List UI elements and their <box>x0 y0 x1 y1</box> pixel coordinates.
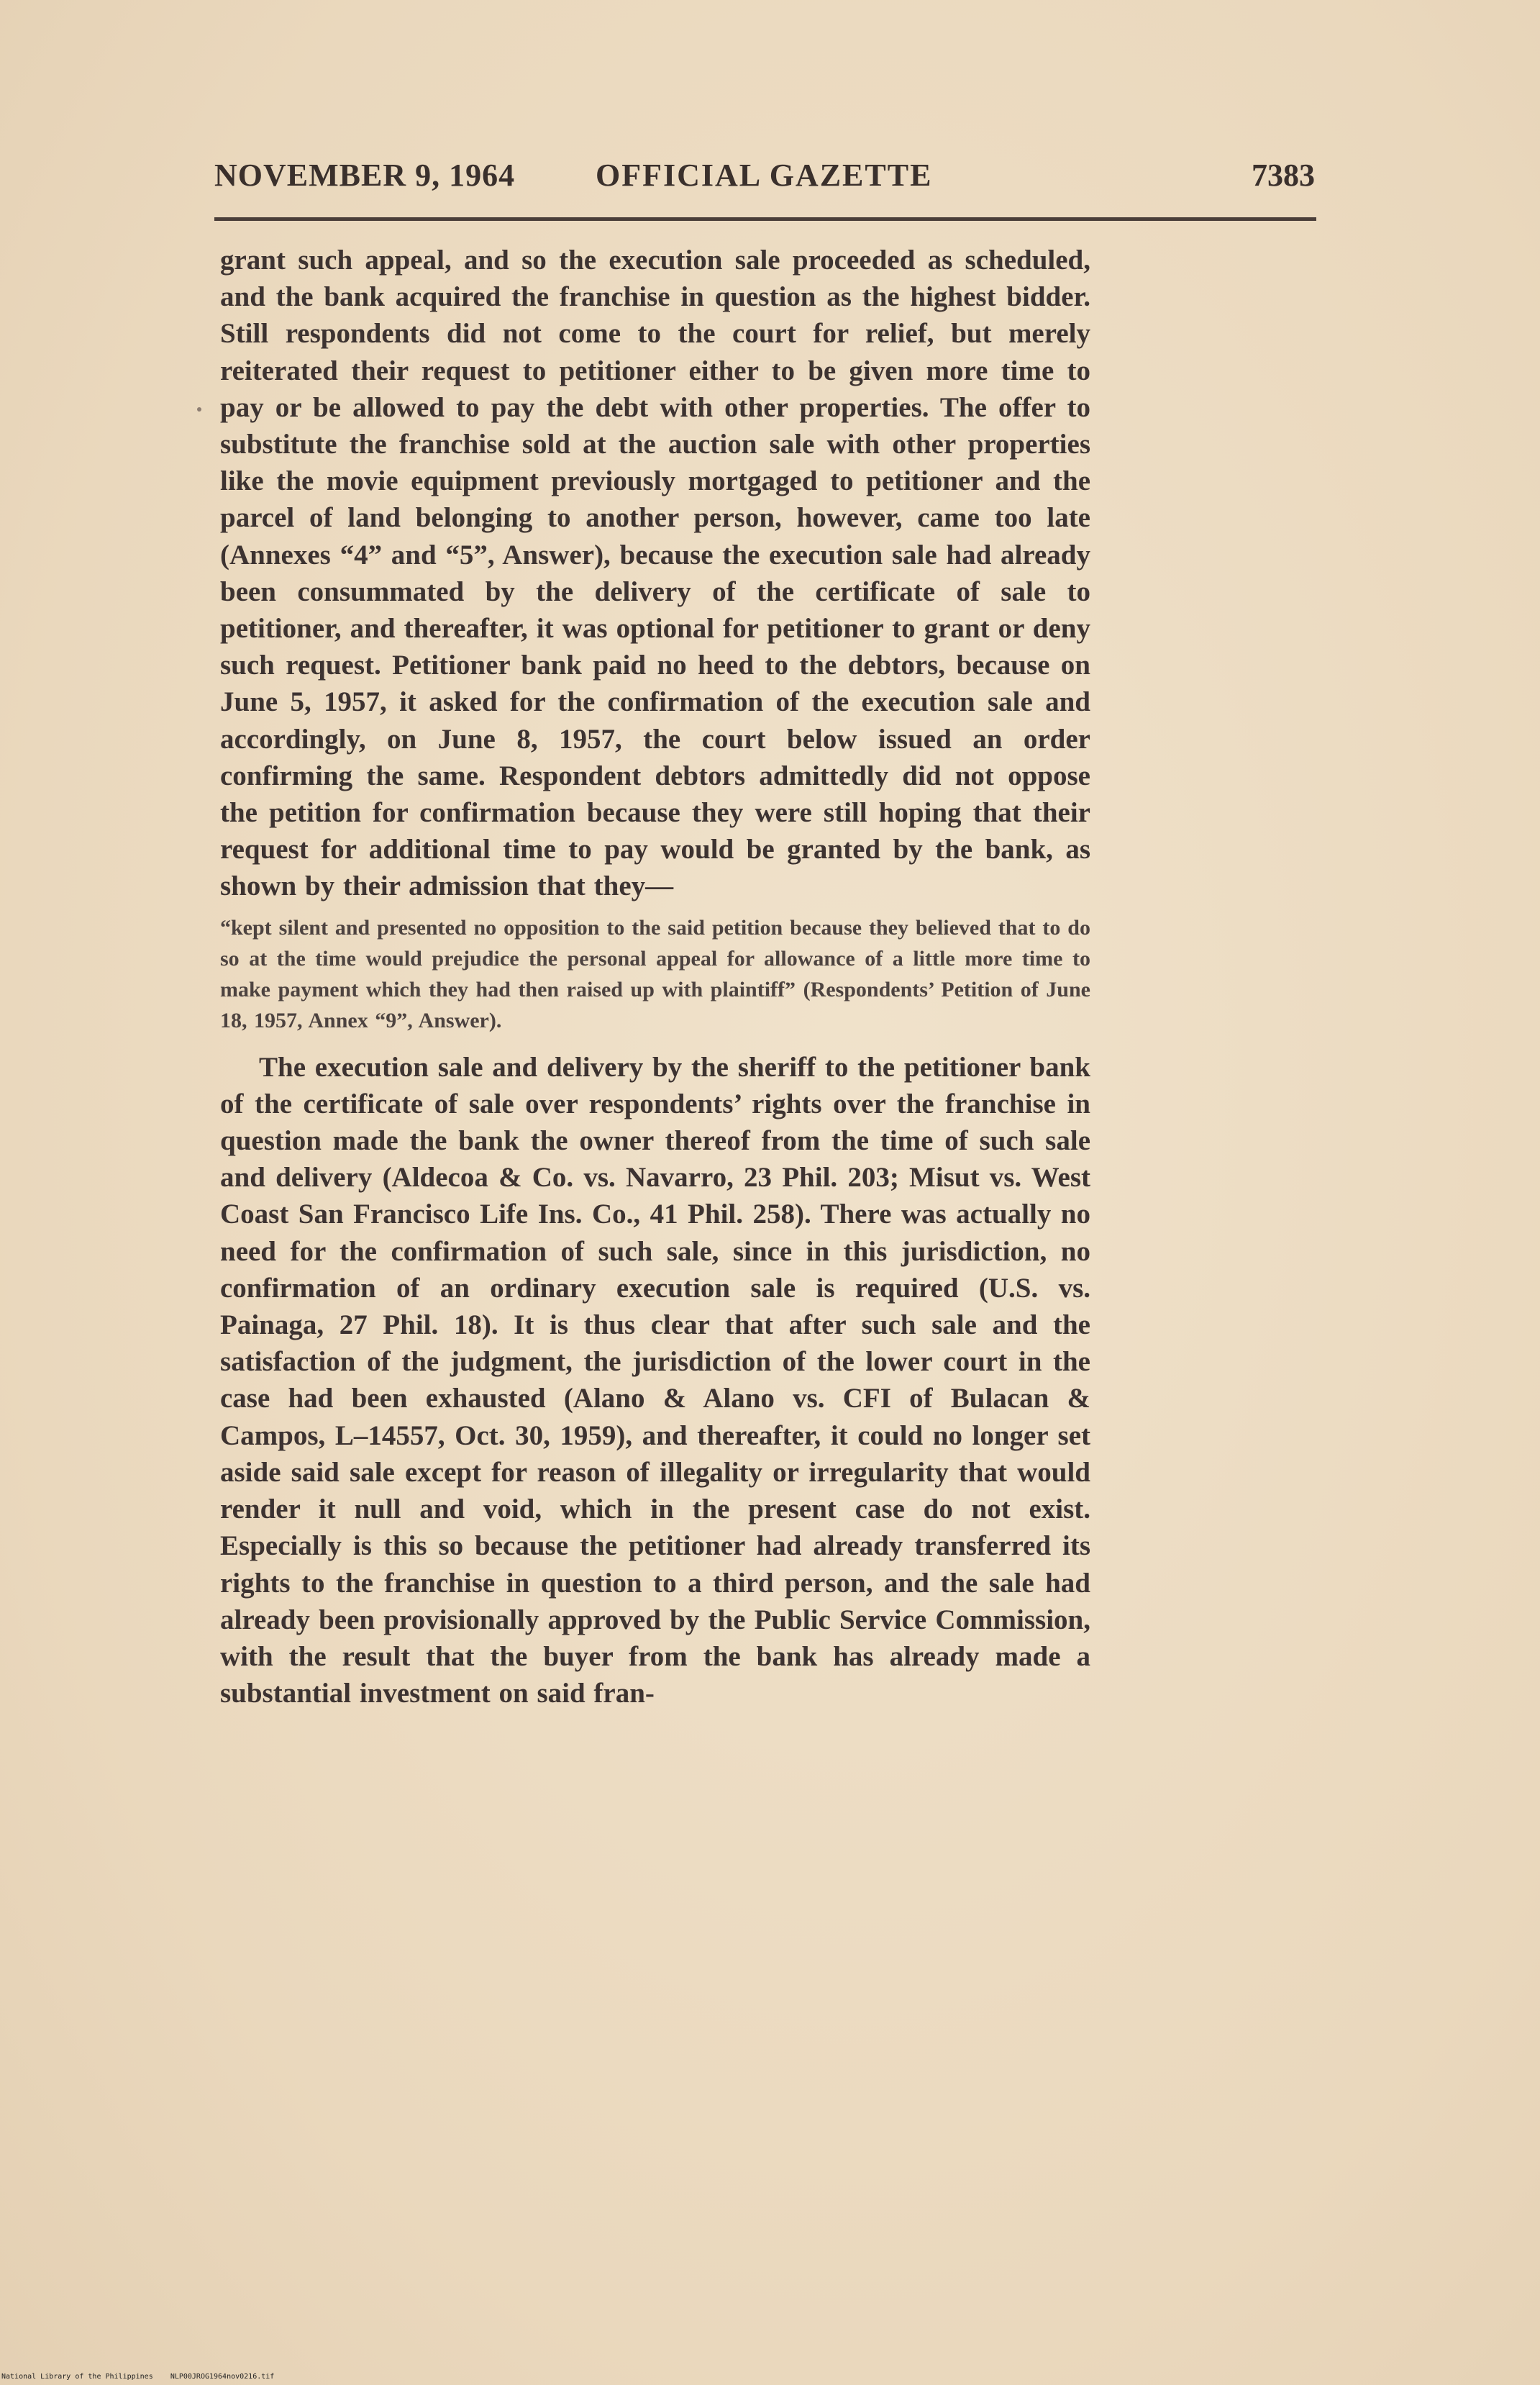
block-quote: “kept silent and presented no opposition to the said petition because they believed that to do so at the time would prejudice the personal appeal for allowance of a little more time to make payment which they had then raised up with plaintiff” (Respondents’ Petition of June 18, 1957, Annex “9”, Answer). <box>220 915 1090 1032</box>
article-body <box>220 242 1090 1712</box>
margin-mark <box>197 407 201 412</box>
header-title: OFFICIAL GAZETTE <box>596 158 933 193</box>
header-date: NOVEMBER 9, 1964 <box>214 158 516 193</box>
paragraph-continued: grant such appeal, and so the execution sale proceeded as scheduled, and the bank acquired the franchise in question as the highest bidder. Still respondents did not come to the court for relief, but merely reiterated their request to petitioner either to be given more time to pay or be allowed to pay the debt with other properties. The offer to substitute the franchise sold at the auction sale with other properties like the movie equipment previously mortgaged to petitioner and the parcel of land belonging to another person, however, came too late (Annexes “4” and “5”, Answer), because the execution sale had already been consummated by the delivery of the certificate of sale to petitioner, and thereafter, it was optional for petitioner to grant or deny such request. Petitioner bank paid no heed to the debtors, because on June 5, 1957, it asked for the confirmation of the execution sale and accordingly, on June 8, 1957, the court below issued an order confirming the same. Respondent debtors admittedly did not oppose the petition for confirmation because they were still hoping that their request for additional time to pay would be granted by the bank, as shown by their admission that they— <box>220 245 1090 902</box>
footer-library: National Library of the Philippines <box>1 2373 153 2381</box>
paragraph-execution-sale: The execution sale and delivery by the sheriff to the petitioner bank of the certificate of sale over respondents’ rights over the franchise in question made the bank the owner thereof from the time of such sale and delivery (Aldecoa & Co. vs. Navarro, 23 Phil. 203; Misut vs. West Coast San Francisco Life Ins. Co., 41 Phil. 258). There was actually no need for the confirmation of such sale, since in this jurisdiction, no confirmation of an ordinary execution sale is required (U.S. vs. Painaga, 27 Phil. 18). It is thus clear that after such sale and the satisfaction of the judgment, the jurisdiction of the lower court in the case had been exhausted (Alano & Alano vs. CFI of Bulacan & Campos, L–14557, Oct. 30, 1959), and thereafter, it could no longer set aside said sale except for reason of illegality or irregularity that would render it null and void, which in the present case do not exist. Especially is this so because the petitioner had already transferred its rights to the franchise in question to a third person, and the sale had already been provisionally approved by the Public Service Commission, with the result that the buyer from the bank has already made a substantial investment on said fran- <box>220 1051 1090 1709</box>
scan-footer <box>1 2373 274 2381</box>
page-header <box>214 157 1315 207</box>
header-rule <box>214 217 1316 221</box>
header-page-number: 7383 <box>1252 158 1315 193</box>
footer-filename: NLP00JROG1964nov0216.tif <box>170 2373 275 2381</box>
